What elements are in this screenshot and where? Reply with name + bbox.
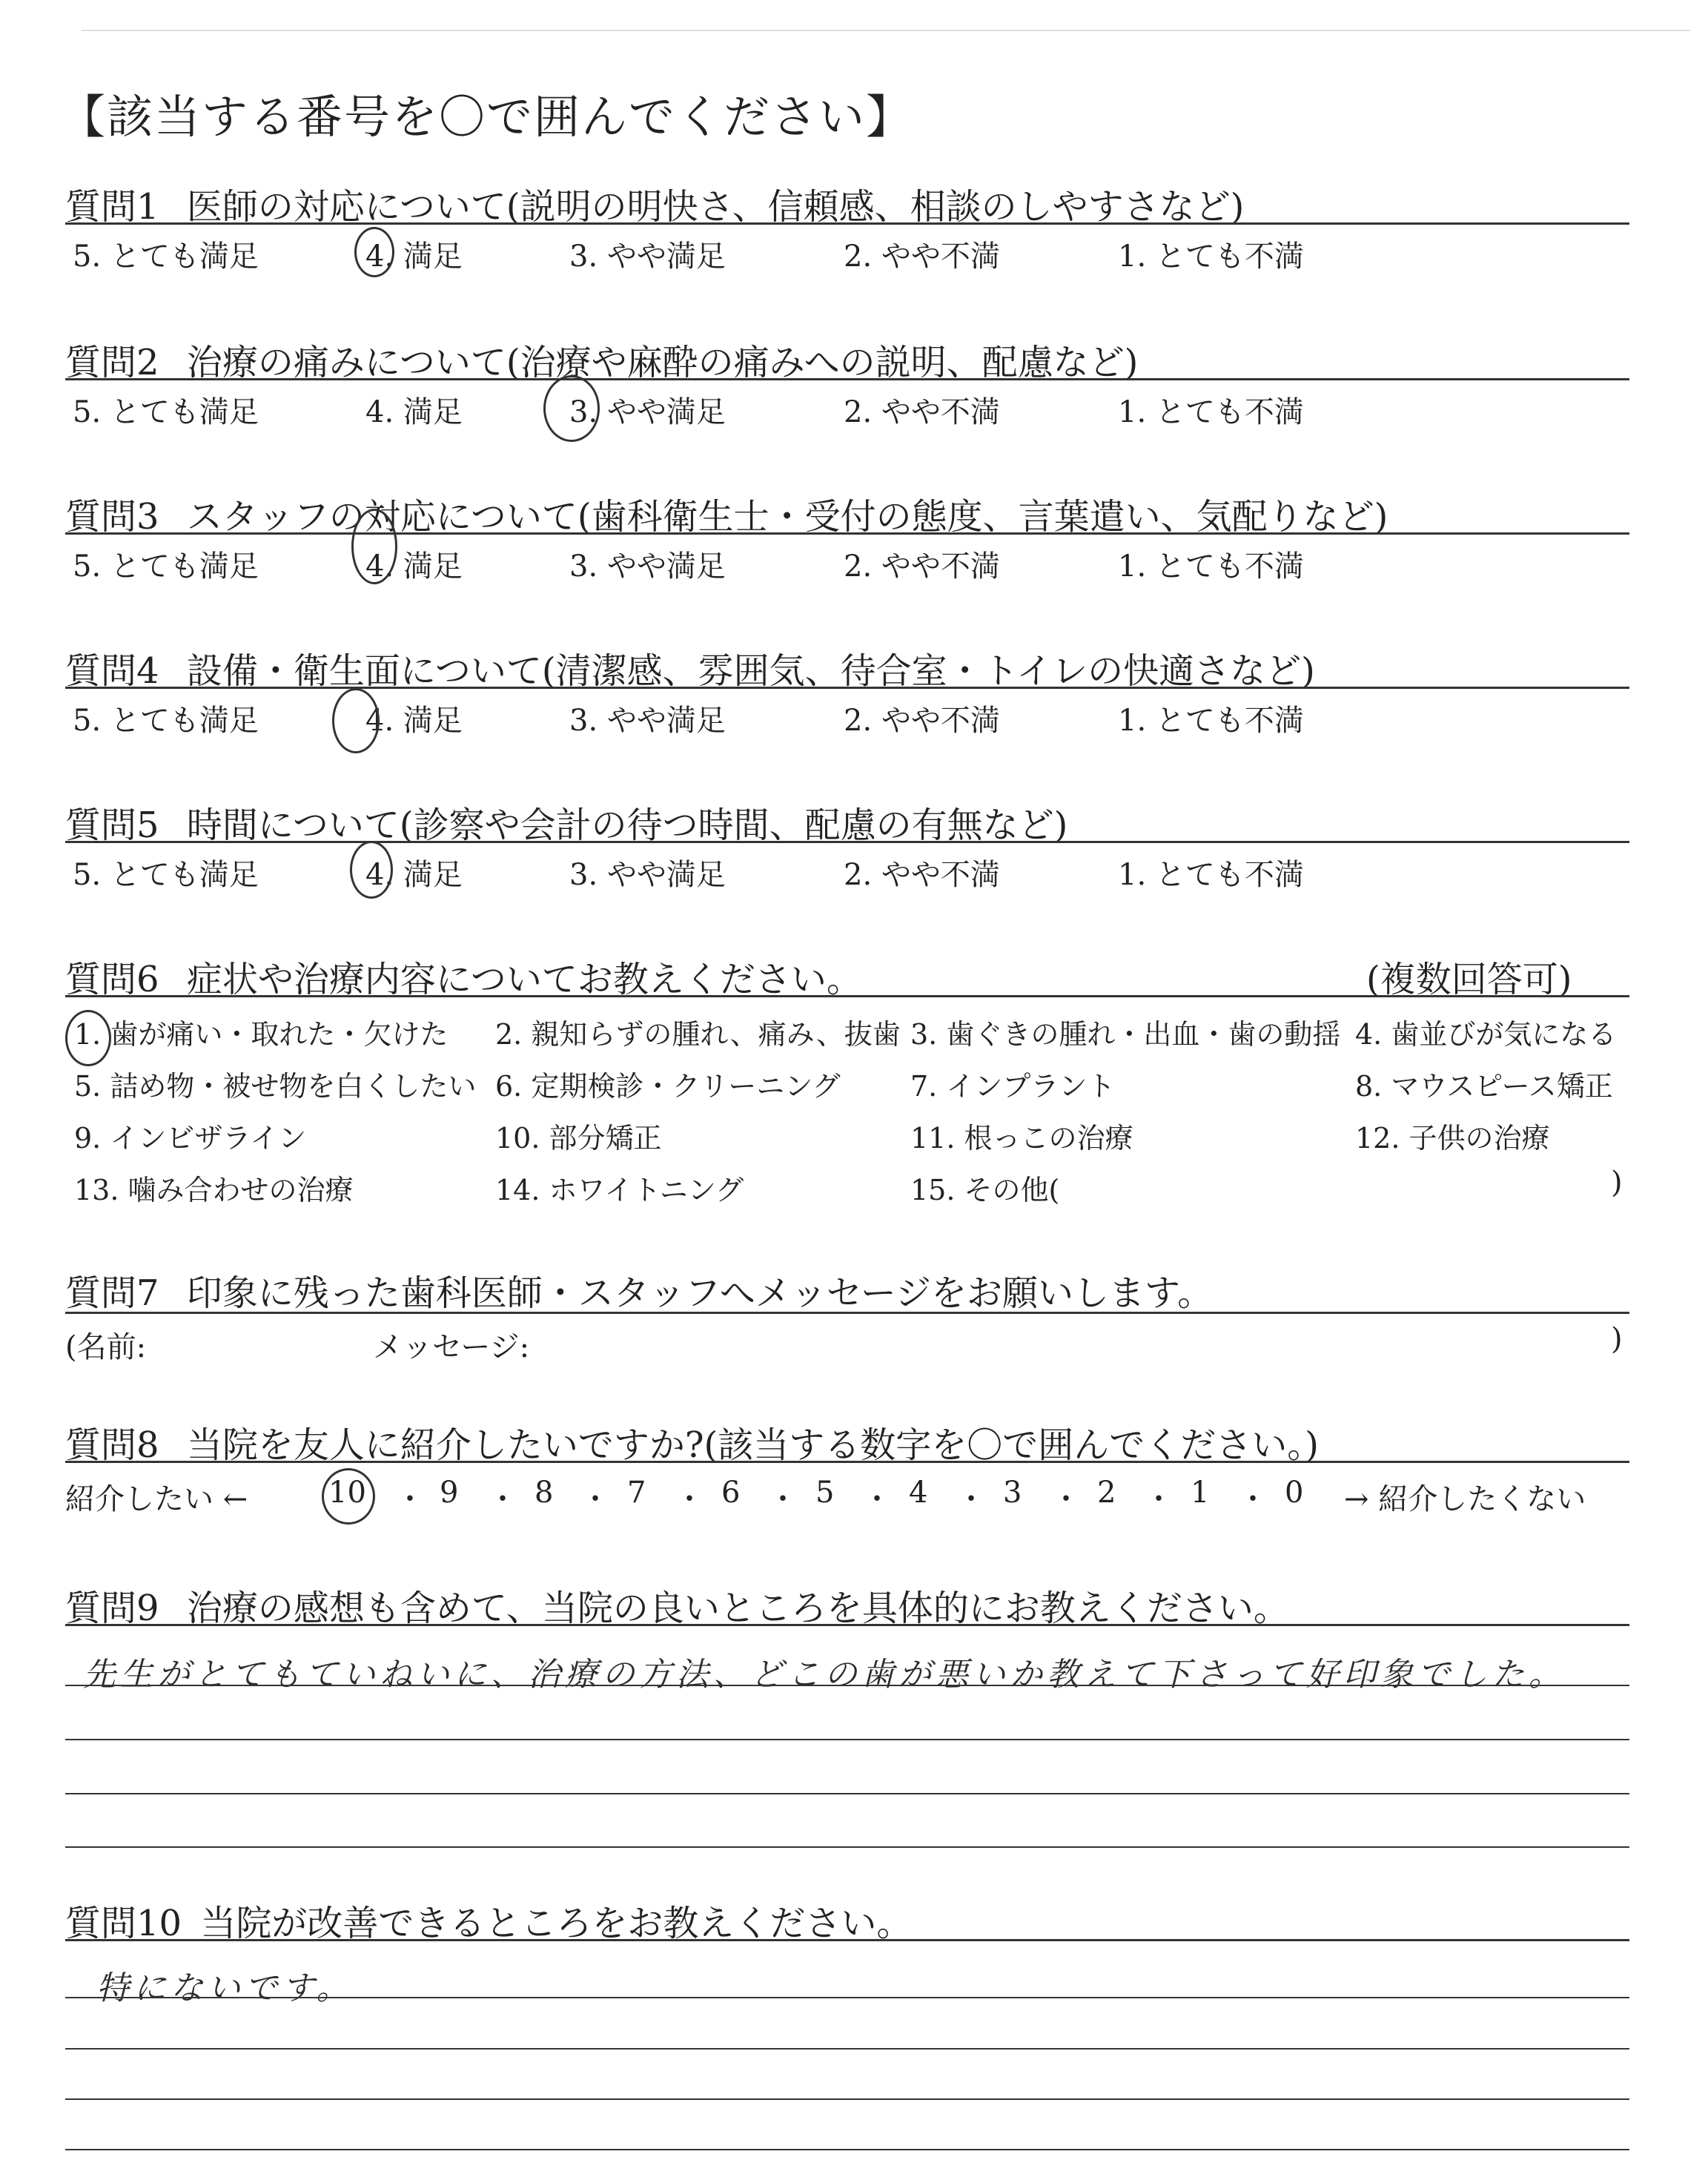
scale-9[interactable]: 9 [440, 1476, 459, 1510]
question-rule [65, 841, 1629, 843]
option-2[interactable]: 2. やや不満 [844, 858, 1000, 892]
option-1[interactable]: 1. とても不満 [1118, 549, 1304, 584]
answer-line [65, 2149, 1629, 2150]
option-2[interactable]: 2. やや不満 [844, 240, 1000, 274]
scale-dot: ・ [1238, 1482, 1268, 1516]
question-heading [65, 178, 1244, 229]
scale-dot: ・ [956, 1482, 986, 1516]
scale-5[interactable]: 5 [815, 1476, 835, 1510]
symptom-option-8[interactable]: 8. マウスピース矯正 [1355, 1070, 1613, 1103]
option-5[interactable]: 5. とても満足 [73, 858, 259, 892]
question-text: 当院を友人に紹介したいですか?(該当する数字を〇で囲んでください。) [186, 1424, 1320, 1466]
top-divider [82, 30, 1690, 31]
option-4[interactable]: 4. 満足 [365, 549, 463, 584]
scale-dot: ・ [1144, 1482, 1174, 1516]
question-rule [65, 532, 1629, 535]
symptom-option-13[interactable]: 13. 噛み合わせの治療 [74, 1174, 354, 1206]
scale-7[interactable]: 7 [627, 1476, 646, 1510]
scale-dot: ・ [580, 1482, 610, 1516]
selection-circle [332, 688, 380, 753]
question-rule [65, 1624, 1629, 1626]
question-label: 質問7 [65, 1272, 159, 1314]
option-5[interactable]: 5. とても満足 [73, 240, 259, 274]
question-1 [65, 178, 1622, 273]
question-label: 質問5 [65, 805, 159, 846]
scale-1[interactable]: 1 [1191, 1476, 1210, 1510]
question-6 [65, 951, 1622, 1218]
scale-2[interactable]: 2 [1097, 1476, 1116, 1510]
answer-line [65, 1685, 1629, 1686]
name-label: (名前: [65, 1330, 147, 1364]
question-rule [65, 995, 1629, 997]
question-text: 治療の痛みについて(治療や麻酔の痛みへの説明、配慮など) [186, 342, 1139, 383]
question-text: 症状や治療内容についてお教えください。 [186, 959, 862, 1000]
selection-circle [322, 1468, 375, 1525]
symptom-option-9[interactable]: 9. インビザライン [74, 1122, 307, 1155]
selection-circle [350, 841, 393, 899]
option-1[interactable]: 1. とても不満 [1118, 704, 1304, 738]
option-5[interactable]: 5. とても満足 [73, 395, 259, 429]
question-4 [65, 642, 1622, 737]
question-heading [65, 488, 1388, 539]
option-4[interactable]: 4. 満足 [365, 395, 463, 429]
symptom-option-15[interactable]: 15. その他( [910, 1174, 1060, 1206]
question-10 [65, 1895, 1622, 1954]
answer-line [65, 1846, 1629, 1848]
question-text: 設備・衛生面について(清潔感、雰囲気、待合室・トイレの快適さなど) [186, 650, 1315, 692]
question-heading [65, 1895, 912, 1946]
scale-dot: ・ [675, 1482, 704, 1516]
question-label: 質問8 [65, 1424, 159, 1466]
answer-line [65, 1793, 1629, 1794]
scale-dot: ・ [862, 1482, 892, 1516]
option-2[interactable]: 2. やや不満 [844, 704, 1000, 738]
option-4[interactable]: 4. 満足 [365, 858, 463, 892]
scale-8[interactable]: 8 [534, 1476, 554, 1510]
question-3 [65, 488, 1622, 583]
answer-line [65, 1739, 1629, 1740]
question-heading [65, 334, 1138, 385]
option-2[interactable]: 2. やや不満 [844, 395, 1000, 429]
symptom-option-1[interactable]: 1. 歯が痛い・取れた・欠けた [74, 1018, 448, 1051]
message-label: メッセージ: [373, 1330, 530, 1364]
question-heading [65, 1416, 1319, 1467]
scale-dot: ・ [1051, 1482, 1081, 1516]
answer-line [65, 2048, 1629, 2050]
question-text: 当院が改善できるところをお教えください。 [200, 1903, 913, 1944]
option-3[interactable]: 3. やや満足 [569, 858, 726, 892]
form-title: 【該当する番号を〇で囲んでください】 [59, 90, 914, 144]
question-text: 治療の感想も含めて、当院の良いところを具体的にお教えください。 [186, 1588, 1289, 1629]
option-3[interactable]: 3. やや満足 [569, 704, 726, 738]
symptom-option-2[interactable]: 2. 親知らずの腫れ、痛み、抜歯 [495, 1018, 901, 1051]
scale-dot: ・ [488, 1482, 517, 1516]
symptom-option-10[interactable]: 10. 部分矯正 [495, 1122, 662, 1155]
selection-circle [351, 509, 397, 584]
option-5[interactable]: 5. とても満足 [73, 549, 259, 584]
question-5 [65, 796, 1622, 891]
question-label: 質問3 [65, 496, 159, 538]
symptom-option-12[interactable]: 12. 子供の治療 [1355, 1122, 1550, 1155]
question-heading [65, 796, 1068, 848]
question-heading [65, 951, 862, 1002]
question-heading [65, 642, 1315, 693]
question-label: 質問2 [65, 342, 159, 383]
recommend-right-label: → 紹介したくない [1344, 1482, 1586, 1516]
question-rule [65, 378, 1629, 380]
selection-circle [543, 375, 600, 442]
symptom-option-4[interactable]: 4. 歯並びが気になる [1355, 1018, 1617, 1051]
multiple-answer-note: (複数回答可) [1366, 959, 1572, 1000]
question-label: 質問1 [65, 186, 159, 228]
option-4[interactable]: 4. 満足 [365, 704, 463, 738]
question-text: 医師の対応について(説明の明快さ、信頼感、相談のしやすさなど) [186, 186, 1245, 228]
option-3[interactable]: 3. やや満足 [569, 240, 726, 274]
scale-3[interactable]: 3 [1003, 1476, 1022, 1510]
question-rule [65, 1461, 1629, 1463]
scale-10[interactable]: 10 [328, 1476, 366, 1510]
selection-circle [65, 1010, 111, 1066]
question-rule [65, 1939, 1629, 1941]
question-text: スタッフの対応について(歯科衛生士・受付の態度、言葉遣い、気配りなど) [186, 496, 1388, 538]
symptom-option-14[interactable]: 14. ホワイトニング [495, 1174, 744, 1206]
option-2[interactable]: 2. やや不満 [844, 549, 1000, 584]
question-text: 時間について(診察や会計の待つ時間、配慮の有無など) [186, 805, 1068, 846]
question-8 [65, 1416, 1622, 1527]
question-2 [65, 334, 1622, 429]
symptom-option-7[interactable]: 7. インプラント [910, 1070, 1116, 1103]
question-text: 印象に残った歯科医師・スタッフへメッセージをお願いします。 [186, 1272, 1214, 1314]
question-label: 質問9 [65, 1588, 159, 1629]
scale-6[interactable]: 6 [721, 1476, 741, 1510]
option-3[interactable]: 3. やや満足 [569, 395, 726, 429]
option-1[interactable]: 1. とても不満 [1118, 395, 1304, 429]
question-label: 質問10 [65, 1903, 182, 1944]
answer-line [65, 1997, 1629, 1998]
scale-dot: ・ [395, 1482, 425, 1516]
scale-4[interactable]: 4 [909, 1476, 928, 1510]
recommend-left-label: 紹介したい ← [65, 1482, 248, 1516]
question-rule [65, 222, 1629, 225]
symptom-option-11[interactable]: 11. 根っこの治療 [910, 1122, 1133, 1155]
selection-circle [354, 227, 394, 277]
question-label: 質問4 [65, 650, 159, 692]
other-close-paren: ) [1611, 1166, 1623, 1200]
symptom-option-3[interactable]: 3. 歯ぐきの腫れ・出血・歯の動揺 [910, 1018, 1341, 1051]
scale-dot: ・ [768, 1482, 798, 1516]
question-rule [65, 687, 1629, 689]
symptom-option-5[interactable]: 5. 詰め物・被せ物を白くしたい [74, 1070, 477, 1103]
handwritten-answer-q10[interactable]: 特にないです。 [96, 1969, 354, 2007]
question-heading [65, 1264, 1213, 1315]
question-9 [65, 1579, 1622, 1639]
answer-line [65, 2098, 1629, 2100]
question-7 [65, 1264, 1622, 1368]
option-3[interactable]: 3. やや満足 [569, 549, 726, 584]
handwritten-answer-q9[interactable]: 先生がとてもていねいに、治療の方法、どこの歯が悪いか教えて下さって好印象でした。 [83, 1656, 1566, 1694]
option-1[interactable]: 1. とても不満 [1118, 240, 1304, 274]
question-heading [65, 1579, 1289, 1631]
message-close-paren: ) [1611, 1322, 1623, 1356]
scale-0[interactable]: 0 [1285, 1476, 1304, 1510]
question-label: 質問6 [65, 959, 159, 1000]
symptom-option-6[interactable]: 6. 定期検診・クリーニング [495, 1070, 841, 1103]
option-4[interactable]: 4. 満足 [365, 240, 463, 274]
question-rule [65, 1312, 1629, 1314]
option-5[interactable]: 5. とても満足 [73, 704, 259, 738]
option-1[interactable]: 1. とても不満 [1118, 858, 1304, 892]
